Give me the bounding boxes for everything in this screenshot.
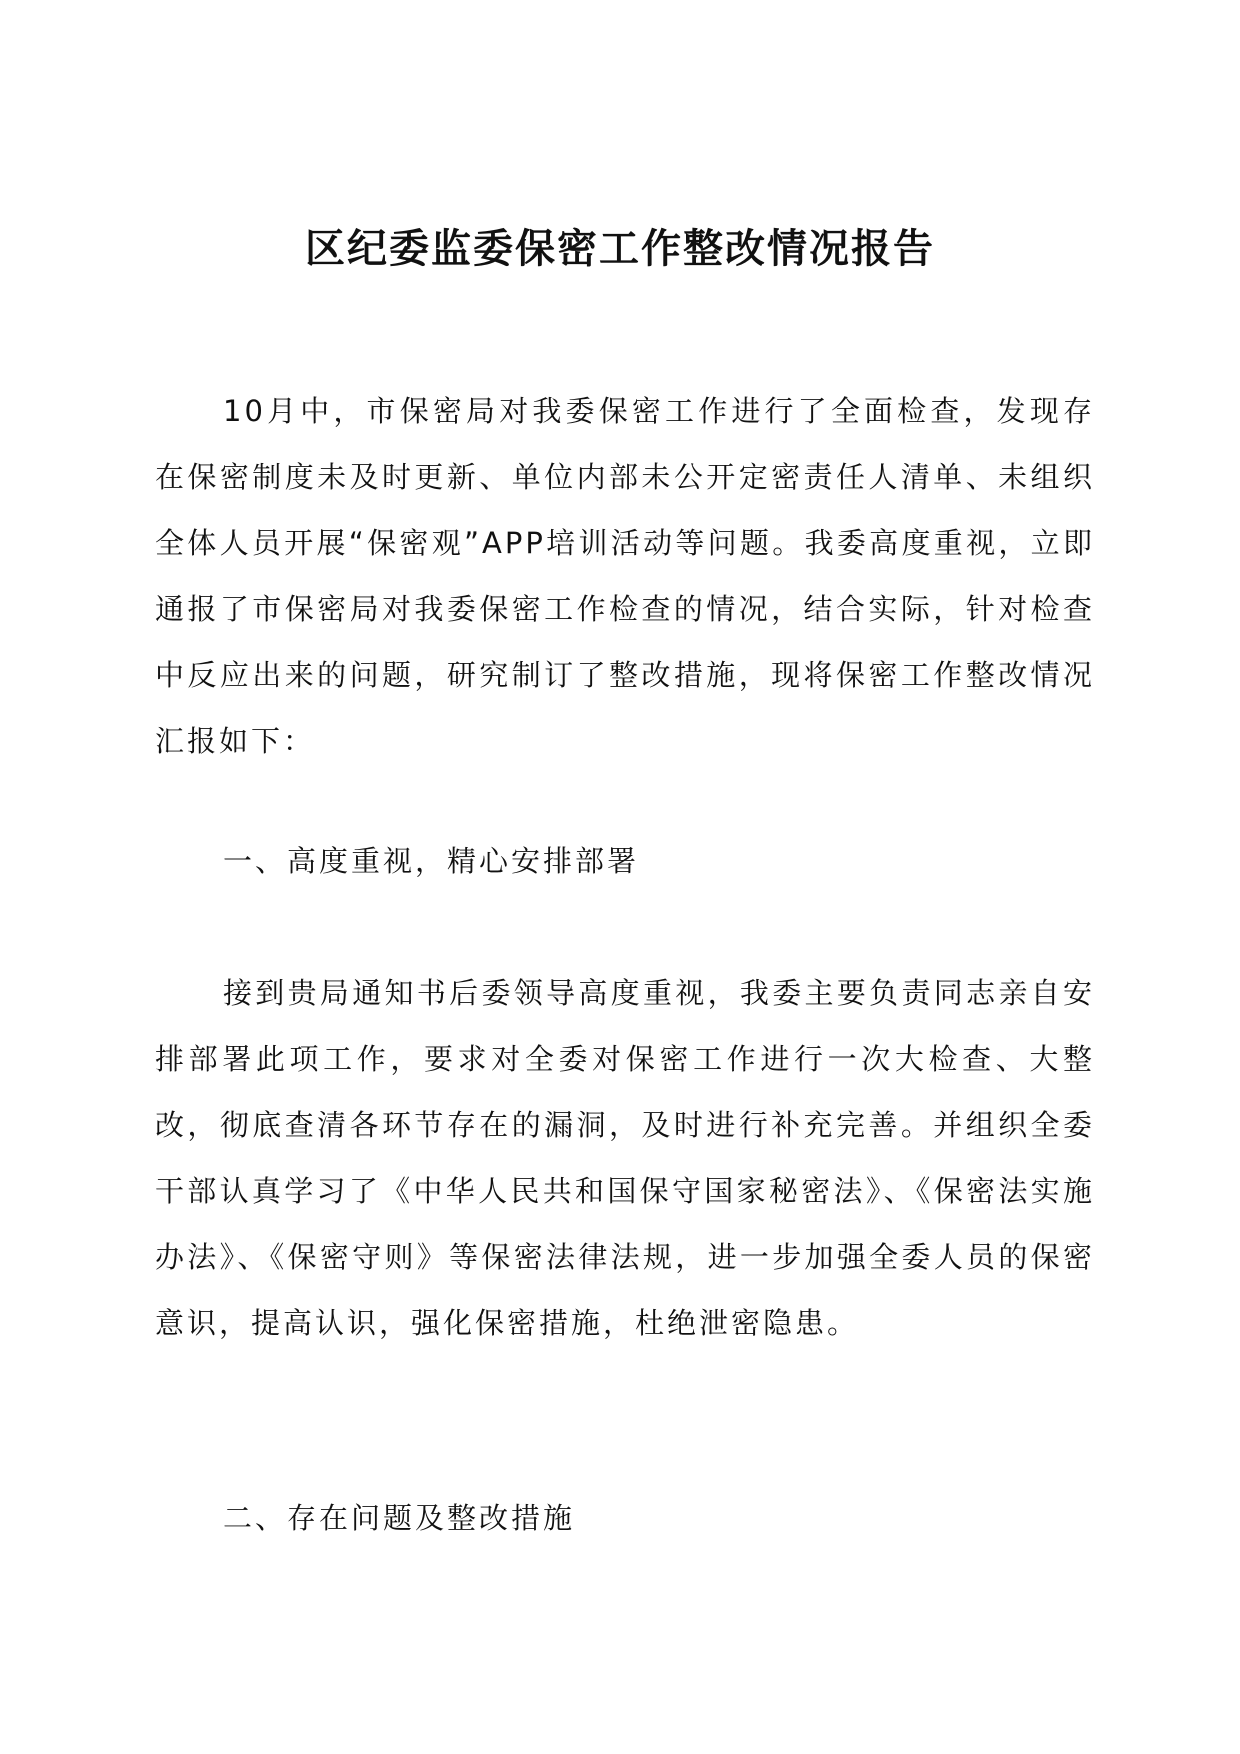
section-heading-2: 二、存在问题及整改措施 [223,1501,576,1535]
section-paragraph-1: 接到贵局通知书后委领导高度重视，我委主要负责同志亲自安排部署此项工作，要求对全委对保密工作进行一次大检查、大整改，彻底查清各环节存在的漏洞，及时进行补充完善。并组织全委干部认真学习了《中华人民共和国保守国家秘密法》、《保密法实施办法》、《保密守则》等保密法律法规，进一步加强全委人员的保密意识，提高认识，强化保密措施，杜绝泄密隐患。 [155,976,1095,1340]
document-title: 区纪委监委保密工作整改情况报告 [305,226,935,272]
section-heading-1: 一、高度重视，精心安排部署 [223,844,640,878]
intro-paragraph: 10月中，市保密局对我委保密工作进行了全面检查，发现存在保密制度未及时更新、单位内部未公开定密责任人清单、未组织全体人员开展“保密观”APP培训活动等问题。我委高度重视，立即通报了市保密局对我委保密工作检查的情况，结合实际，针对检查中反应出来的问题，研究制订了整改措施，现将保密工作整改情况汇报如下： [155,394,1095,758]
